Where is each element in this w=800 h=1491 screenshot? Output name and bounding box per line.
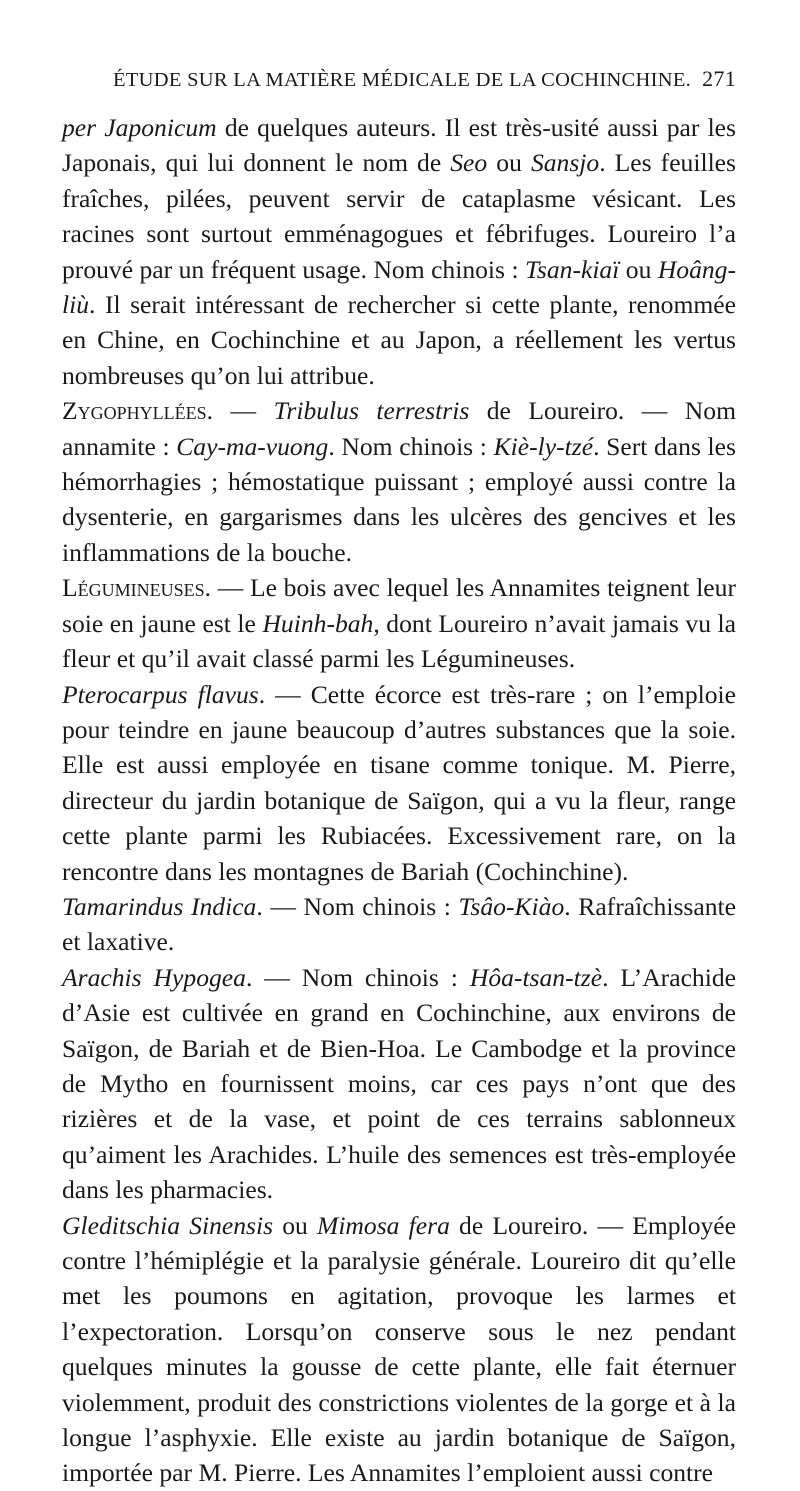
italic-term: Tribulus terrestris <box>273 396 470 426</box>
text-run: de quelques auteurs. Il est très-usité aussi par les Japonais, qui lui donnent le nom de <box>62 113 736 178</box>
paragraph-pterocarpus <box>62 677 736 889</box>
italic-term: Cay-ma-vuong <box>176 431 329 461</box>
italic-term: Tsâo-Kiào <box>458 891 565 921</box>
italic-term: Kiè-ly-tzé <box>493 431 594 461</box>
italic-term: Hoâng-liù <box>62 254 737 320</box>
italic-term: Gleditschia Sinensis <box>62 1210 274 1240</box>
text-run: . Les feuilles fraîches, pilées, peuvent servir de cataplasme vésicant. Les racines sont surtout emménagogues et fébrifuges. Loureiro l’a prouvé par un fréquent usage. Nom chinois : <box>62 148 737 284</box>
family-heading: Zygophyllées <box>62 396 207 426</box>
text-run: . — <box>206 396 274 426</box>
text-run: . Rafraîchissante et laxative. <box>62 891 737 957</box>
italic-term: Hôa-tsan-tzè <box>469 962 603 992</box>
family-heading: Légumineuses <box>62 573 205 603</box>
italic-term: Tsan-kiaï <box>525 254 620 284</box>
italic-term: Pterocarpus flavus <box>62 679 259 709</box>
text-run: . — Nom chinois : <box>256 891 459 921</box>
text-run: . — Nom chinois : <box>245 962 470 992</box>
text-run: ou <box>487 148 531 178</box>
italic-term: Huinh-bah <box>262 608 374 638</box>
text-run: . — Le bois avec lequel les Annamites teignent leur soie en jaune est le <box>62 573 736 638</box>
italic-term: per Japonicum <box>62 113 217 142</box>
running-title: ÉTUDE SUR LA MATIÈRE MÉDICALE DE LA COCHINCHINE. <box>112 69 692 91</box>
text-run: ou <box>619 254 658 284</box>
italic-term: Tamarindus Indica <box>62 891 257 921</box>
paragraph-arachis <box>62 960 736 1208</box>
italic-term: Mimosa fera <box>317 1210 450 1240</box>
text-run: . — Cette écorce est très-rare ; on l’emploie pour teindre en jaune beaucoup d’autres substances que la soie. Elle est aussi employée en tisane comme tonique. M. Pierre, directeur du jardin botanique de Saïgon, qui a vu la fleur, range cette plante parmi les Rubiacées. Excessivement rare, on la rencontre dans les montagnes de Bariah (Cochinchine). <box>62 679 736 886</box>
page-number: 271 <box>702 66 736 91</box>
italic-term: Sansjo <box>530 148 600 178</box>
paragraph-tamarindus <box>62 889 736 960</box>
running-header <box>62 66 736 92</box>
body-text <box>62 110 736 1491</box>
paragraph-continuation <box>62 110 736 393</box>
text-run: , dont Loureiro n’avait jamais vu la fleur et qu’il avait classé parmi les Légumineuses. <box>62 608 737 674</box>
text-run: . Nom chinois : <box>328 431 494 461</box>
text-run: ou <box>273 1210 317 1240</box>
text-run: . Sert dans les hémorrhagies ; hémostatique puissant ; employé aussi contre la dysenterie, en gargarismes dans les ulcères des gencives et les inflammations de la bouche. <box>62 431 736 567</box>
text-run: de Loureiro. — Employée contre l’hémiplégie et la paralysie générale. Loureiro dit qu’elle met les poumons en agitation, provoque les larmes et l’expectoration. Lorsqu’on conserve sous le nez pendant quelques minutes la gousse de cette plante, elle fait éternuer violemment, produit des constrictions violentes de la gorge et à la longue l’asphyxie. Elle existe au jardin botanique de Saïgon, importée par M. Pierre. Les Annamites l’emploient aussi contre <box>62 1210 737 1488</box>
italic-term: Arachis Hypogea <box>62 962 246 992</box>
text-run: . L’Arachide d’Asie est cultivée en grand en Cochinchine, aux environs de Saïgon, de Bariah et de Bien-Hoa. Le Cambodge et la province de Mytho en fournissent moins, car ces pays n’ont que des rizières et de la vase, et point de ces terrains sablonneux qu’aiment les Arachides. L’huile des semences est très-employée dans les pharmacies. <box>62 962 736 1205</box>
paragraph-zygophyllees <box>62 393 736 570</box>
paragraph-legumineuses <box>62 570 736 676</box>
text-run: . Il serait intéressant de rechercher si cette plante, renommée en Chine, en Cochinchine et au Japon, a réellement les vertus nombreuses qu’on lui attribue. <box>62 290 736 390</box>
paragraph-gleditschia <box>62 1208 736 1491</box>
italic-term: Seo <box>450 148 488 178</box>
text-run: de Loureiro. — Nom annamite : <box>62 396 736 461</box>
